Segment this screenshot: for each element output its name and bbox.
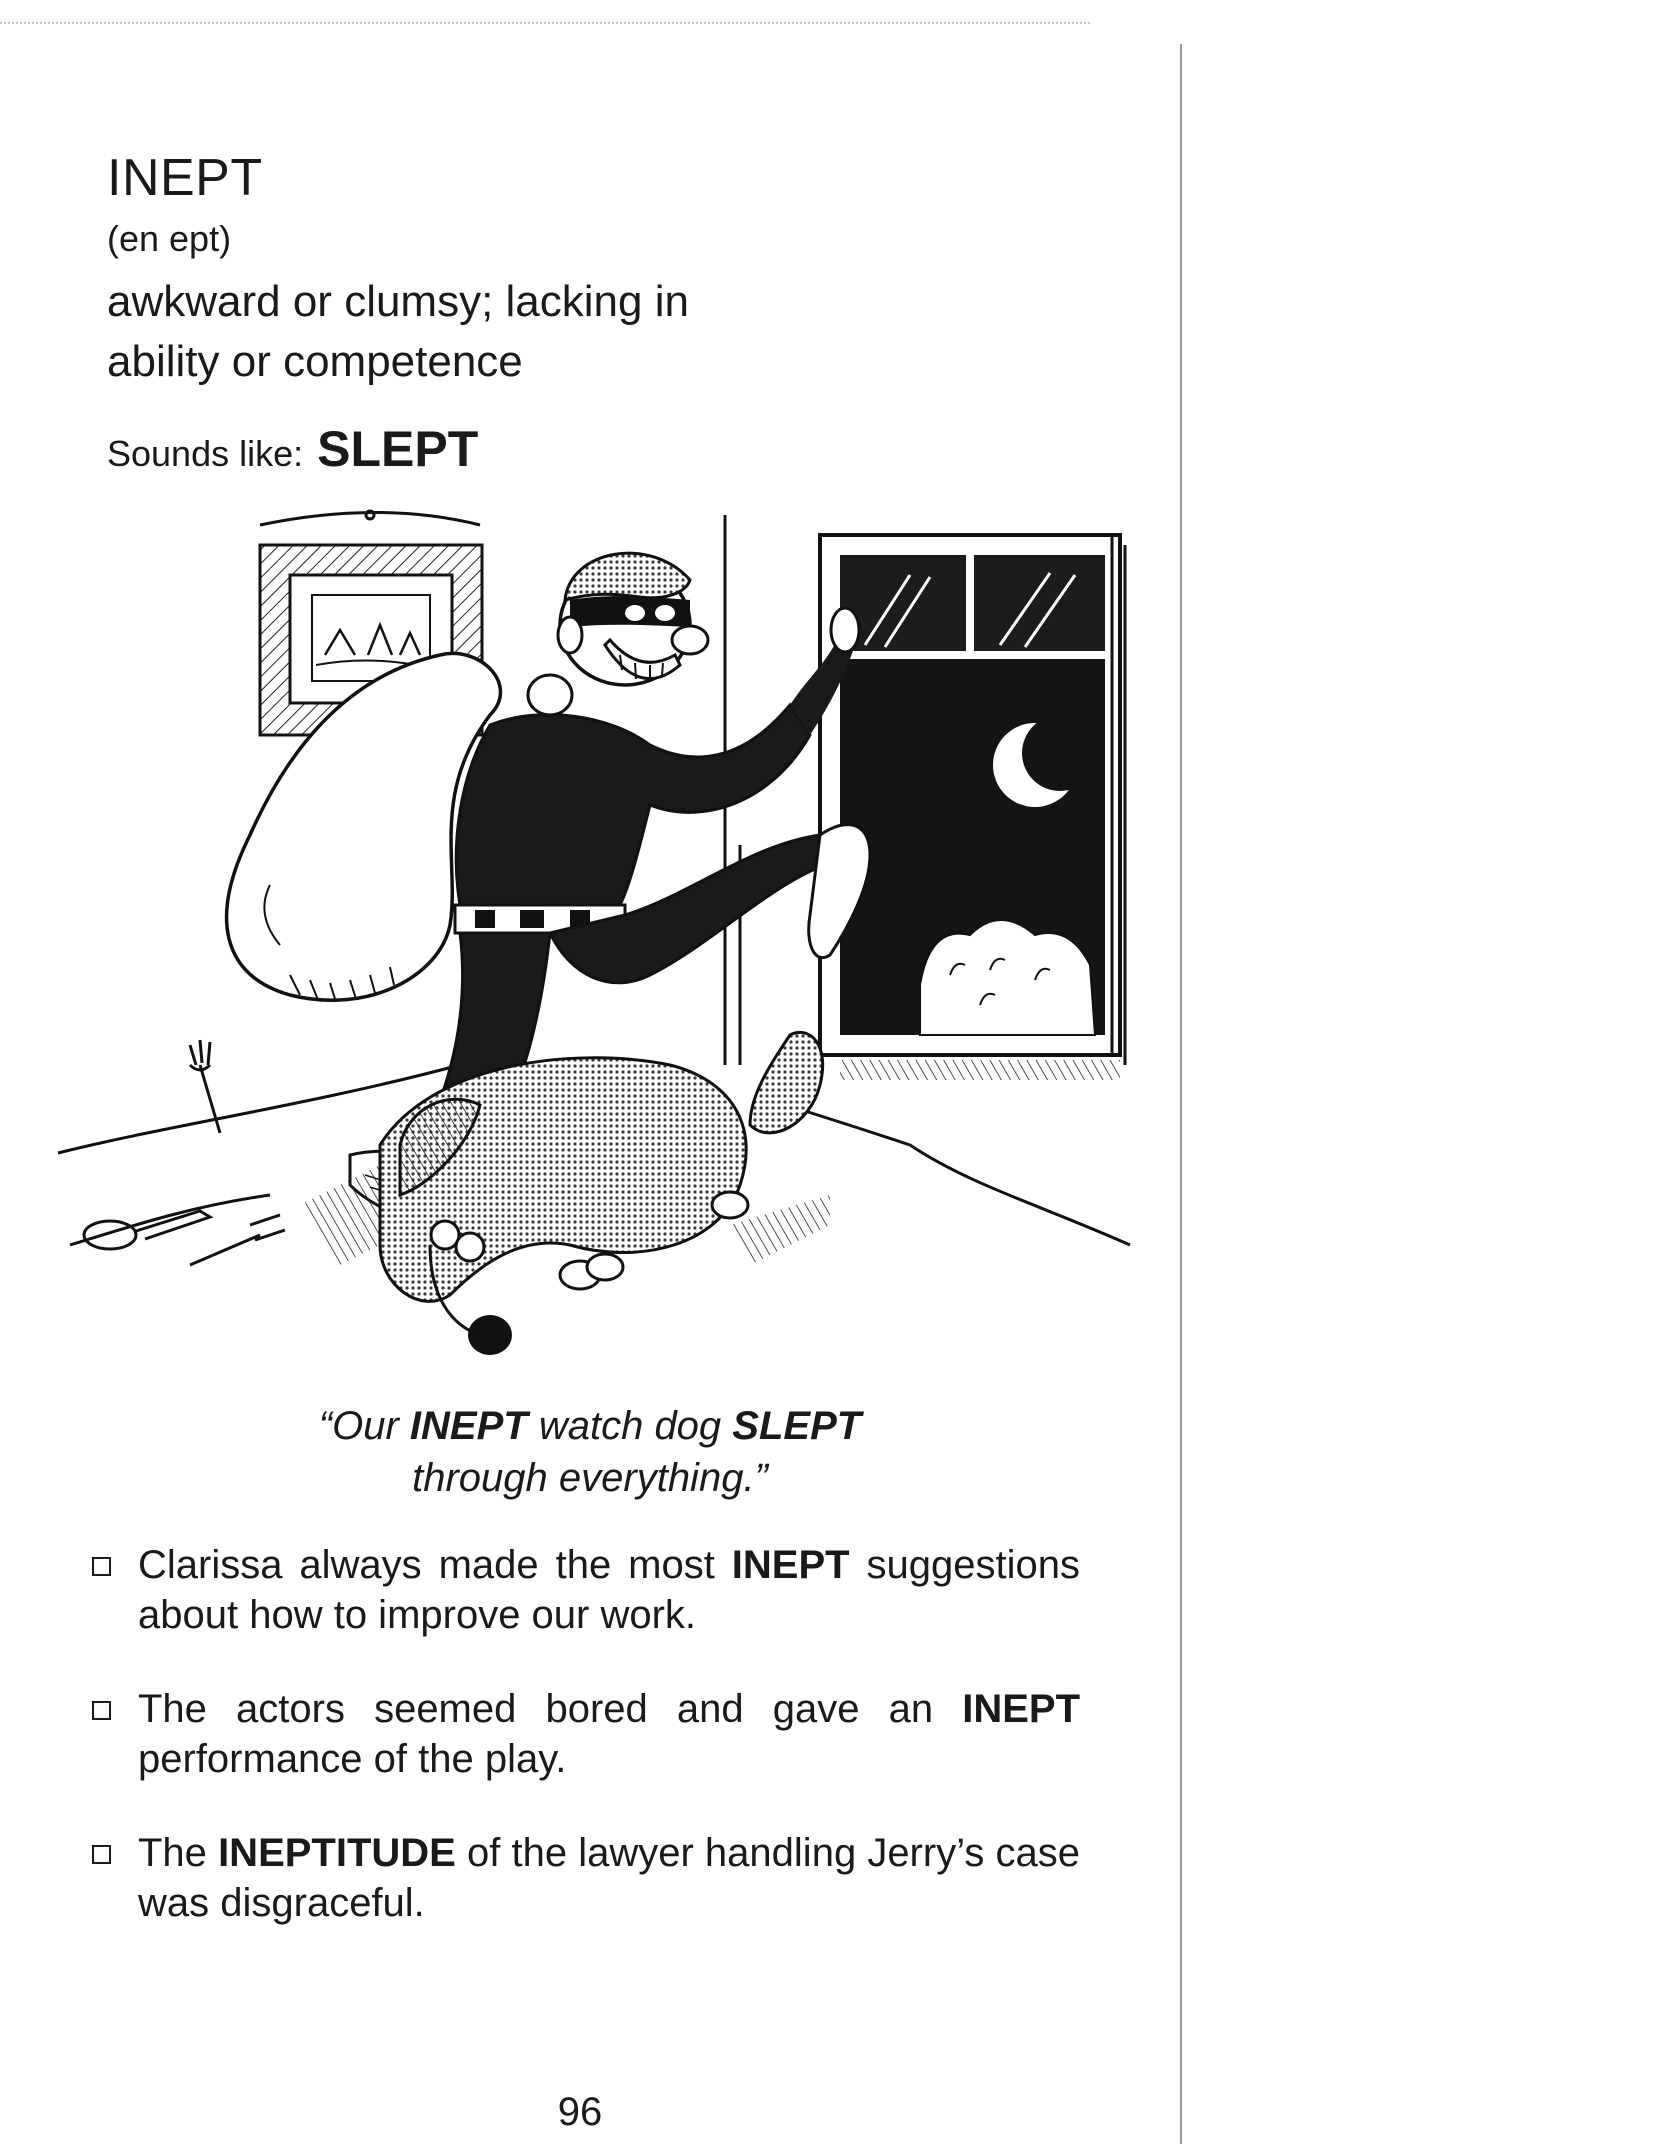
caption-end: through everything.” [412,1456,768,1500]
cutlery-on-floor [84,1211,285,1265]
sounds-like-word: SLEPT [317,421,479,477]
caption-middle: watch dog [527,1404,733,1448]
cartoon-illustration [50,505,1140,1385]
sounds-like [107,420,478,478]
checkbox-icon [92,1845,111,1864]
scan-edge-marks [0,22,1090,24]
example-text-pre: The [138,1831,219,1875]
checkbox-icon [92,1557,111,1576]
example-text-post: of the lawyer handling Jerry’s case was disgraceful. [138,1831,1080,1925]
example-keyword: INEPT [962,1687,1080,1731]
caption-open: “Our [318,1404,410,1448]
headword: INEPT [107,149,263,207]
example-keyword: INEPT [731,1543,850,1587]
example-text-pre: Clarissa always made the most [138,1543,732,1587]
checkbox-icon [92,1701,111,1720]
definition: awkward or clumsy; lacking in ability or competence [107,277,689,386]
pronunciation: (en ept) [107,218,232,259]
example-item [80,1828,1080,1928]
caption-rhyme: SLEPT [732,1404,862,1448]
example-text-post: suggestions about how to improve our work. [138,1543,1080,1637]
cartoon-caption [250,1400,930,1504]
example-text-post: performance of the play. [138,1737,567,1781]
window [820,535,1125,1065]
example-text-pre: The actors seemed bored and gave an [138,1687,963,1731]
sounds-like-label: Sounds like: [107,433,304,474]
page-binding-line [1180,44,1182,2144]
caption-word: INEPT [409,1404,528,1448]
example-item [80,1684,1080,1784]
example-keyword: INEPTITUDE [218,1831,456,1875]
example-item [80,1540,1080,1640]
page-number: 96 [557,2090,603,2134]
fork-on-floor [190,1040,220,1133]
example-sentences [80,1540,1080,1972]
